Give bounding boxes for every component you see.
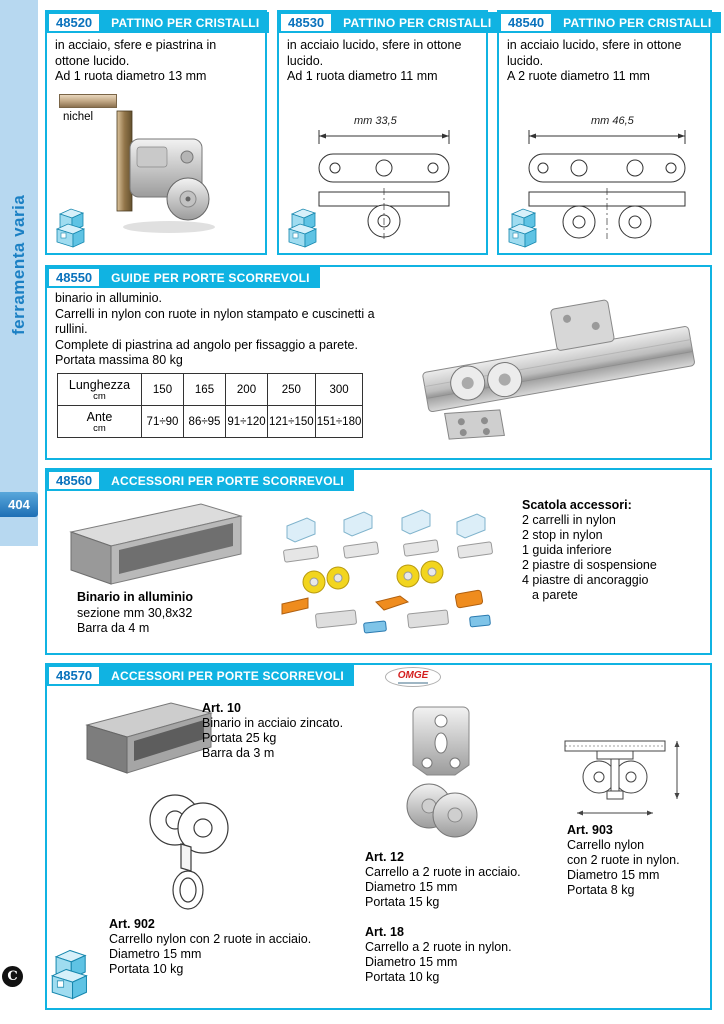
list-item: 2 stop in nylon (522, 528, 603, 542)
article-line: Portata 10 kg (109, 962, 184, 976)
article-name: Art. 903 (567, 823, 613, 837)
sidebar (0, 0, 38, 546)
list-item: 2 carrelli in nylon (522, 513, 616, 527)
table-cell: 151÷180 (315, 406, 363, 438)
article-line: Carrello nylon con 2 ruote in acciaio. (109, 932, 312, 946)
article-code: 48540 (499, 12, 553, 33)
description-line: Ad 1 ruota diametro 13 mm (55, 69, 207, 83)
product-description (55, 38, 216, 85)
article-line: Carrello a 2 ruote in acciaio. (365, 865, 521, 879)
table-cell: 91÷120 (226, 406, 268, 438)
article-code: 48560 (47, 470, 101, 491)
article-name: Art. 902 (109, 917, 155, 931)
article-line: Portata 10 kg (365, 970, 440, 984)
article-line: Diametro 15 mm (365, 880, 458, 894)
description-line: lucido. (507, 53, 544, 68)
aluminium-profile-photo (61, 494, 256, 589)
caption-line: sezione mm 30,8x32 (77, 605, 193, 620)
list-item: 2 piastre di sospensione (522, 558, 657, 572)
section-48560 (45, 468, 712, 655)
finish-swatch (59, 94, 117, 108)
article-code: 48520 (47, 12, 101, 33)
product-title: PATTINO PER CRISTALLI (553, 12, 721, 33)
list-item: a parete (532, 588, 578, 602)
article-line: Portata 15 kg (365, 895, 440, 909)
product-description (507, 38, 681, 85)
product-box-48530 (277, 10, 492, 255)
section-title: ACCESSORI PER PORTE SCORREVOLI (101, 470, 354, 491)
section-title: ACCESSORI PER PORTE SCORREVOLI (101, 665, 354, 686)
article-line: Diametro 15 mm (365, 955, 458, 969)
scatola-accessori (522, 498, 657, 603)
package-boxes-icon (56, 204, 86, 248)
article-line: Barra da 3 m (202, 746, 275, 760)
table-cell: 300 (315, 374, 363, 406)
article-line: Diametro 15 mm (567, 868, 660, 882)
description-line: in acciaio lucido, sfere in ottone (507, 38, 682, 52)
description-line: lucido. (287, 53, 324, 68)
article-art903 (567, 823, 680, 898)
table-cell: 121÷150 (268, 406, 316, 438)
article-line: Portata 25 kg (202, 731, 277, 745)
hanger-roller-drawing (139, 790, 239, 918)
description-line: Ad 1 ruota diametro 11 mm (287, 69, 438, 83)
description-line: Carrelli in nylon con ruote in nylon stampato e cuscinetti a (55, 306, 375, 321)
article-name: Art. 12 (365, 850, 404, 864)
trolley-technical-drawing (557, 731, 692, 821)
brand-name: OMGE (397, 669, 429, 681)
dimension-label: mm 33,5 (354, 115, 397, 127)
brand-tagline-bar (398, 682, 428, 684)
list-title: Scatola accessori: (522, 498, 632, 512)
finish-label: nichel (63, 111, 94, 123)
size-table (57, 373, 363, 438)
section-48550 (45, 265, 712, 460)
article-line: Binario in acciaio zincato. (202, 716, 344, 730)
description-line: ottone lucido. (55, 53, 130, 68)
binario-caption (77, 590, 193, 637)
double-roller-technical-drawing (517, 126, 697, 241)
article-line: Carrello nylon (567, 838, 645, 852)
article-code: 48530 (279, 12, 333, 33)
section-header (47, 12, 265, 33)
package-boxes-icon (288, 204, 318, 248)
section-48570 (45, 663, 712, 1010)
table-row (58, 374, 363, 406)
table-row-label: Ante cm (58, 406, 142, 438)
article-name: Art. 18 (365, 925, 404, 939)
description-line: rullini. (55, 322, 88, 336)
article-art10 (202, 701, 343, 761)
section-header (279, 12, 492, 33)
section-description (55, 291, 375, 369)
table-cell: 250 (268, 374, 316, 406)
package-boxes-icon (508, 204, 538, 248)
caption-title: Binario in alluminio (77, 590, 193, 604)
caption-line: Barra da 4 m (77, 621, 150, 635)
list-item: 4 piastre di ancoraggio (522, 573, 649, 587)
steel-track-photo (79, 695, 219, 783)
product-title: PATTINO PER CRISTALLI (333, 12, 501, 33)
table-cell: 150 (142, 374, 184, 406)
article-code: 48570 (47, 665, 101, 686)
page-number: 404 (0, 492, 38, 517)
list-item: 1 guida inferiore (522, 543, 612, 557)
table-row (58, 406, 363, 438)
table-cell: 71÷90 (142, 406, 184, 438)
description-line: A 2 ruote diametro 11 mm (507, 69, 650, 83)
product-box-48540 (497, 10, 712, 255)
description-line: in acciaio, sfere e piastrina in (55, 38, 217, 52)
product-box-48520 (45, 10, 267, 255)
table-cell: 165 (184, 374, 226, 406)
article-name: Art. 10 (202, 701, 241, 715)
section-title: GUIDE PER PORTE SCORREVOLI (101, 267, 320, 288)
description-line: in acciaio lucido, sfere in ottone (287, 38, 462, 52)
section-header (47, 470, 710, 491)
roller-technical-drawing (299, 126, 469, 241)
article-art18 (365, 925, 512, 985)
section-header (499, 12, 710, 33)
product-title: PATTINO PER CRISTALLI (101, 12, 269, 33)
description-line: binario in alluminio. (55, 291, 163, 305)
dimension-label: mm 46,5 (591, 115, 634, 127)
sliding-track-photo (409, 271, 709, 453)
article-line: Diametro 15 mm (109, 947, 202, 961)
package-boxes-icon (51, 944, 89, 1000)
section-header (47, 665, 710, 686)
table-row-label: Lunghezza cm (58, 374, 142, 406)
product-description (287, 38, 461, 85)
publisher-c-logo-icon: C (2, 966, 23, 987)
omge-brand-logo (385, 667, 441, 687)
article-code: 48550 (47, 267, 101, 288)
roller-product-photo (87, 107, 247, 247)
article-line: Portata 8 kg (567, 883, 635, 897)
category-label: ferramenta varia (9, 194, 28, 336)
article-art12 (365, 850, 521, 910)
table-cell: 86÷95 (184, 406, 226, 438)
accessory-kit-photo (252, 504, 517, 639)
description-line: Complete di piastrina ad angolo per fissaggio a parete. (55, 337, 358, 352)
article-art902 (109, 917, 311, 977)
bracket-roller-photo (399, 701, 487, 851)
article-line: Carrello a 2 ruote in nylon. (365, 940, 512, 954)
article-line: con 2 ruote in nylon. (567, 853, 680, 867)
table-cell: 200 (226, 374, 268, 406)
description-line: Portata massima 80 kg (55, 353, 183, 367)
